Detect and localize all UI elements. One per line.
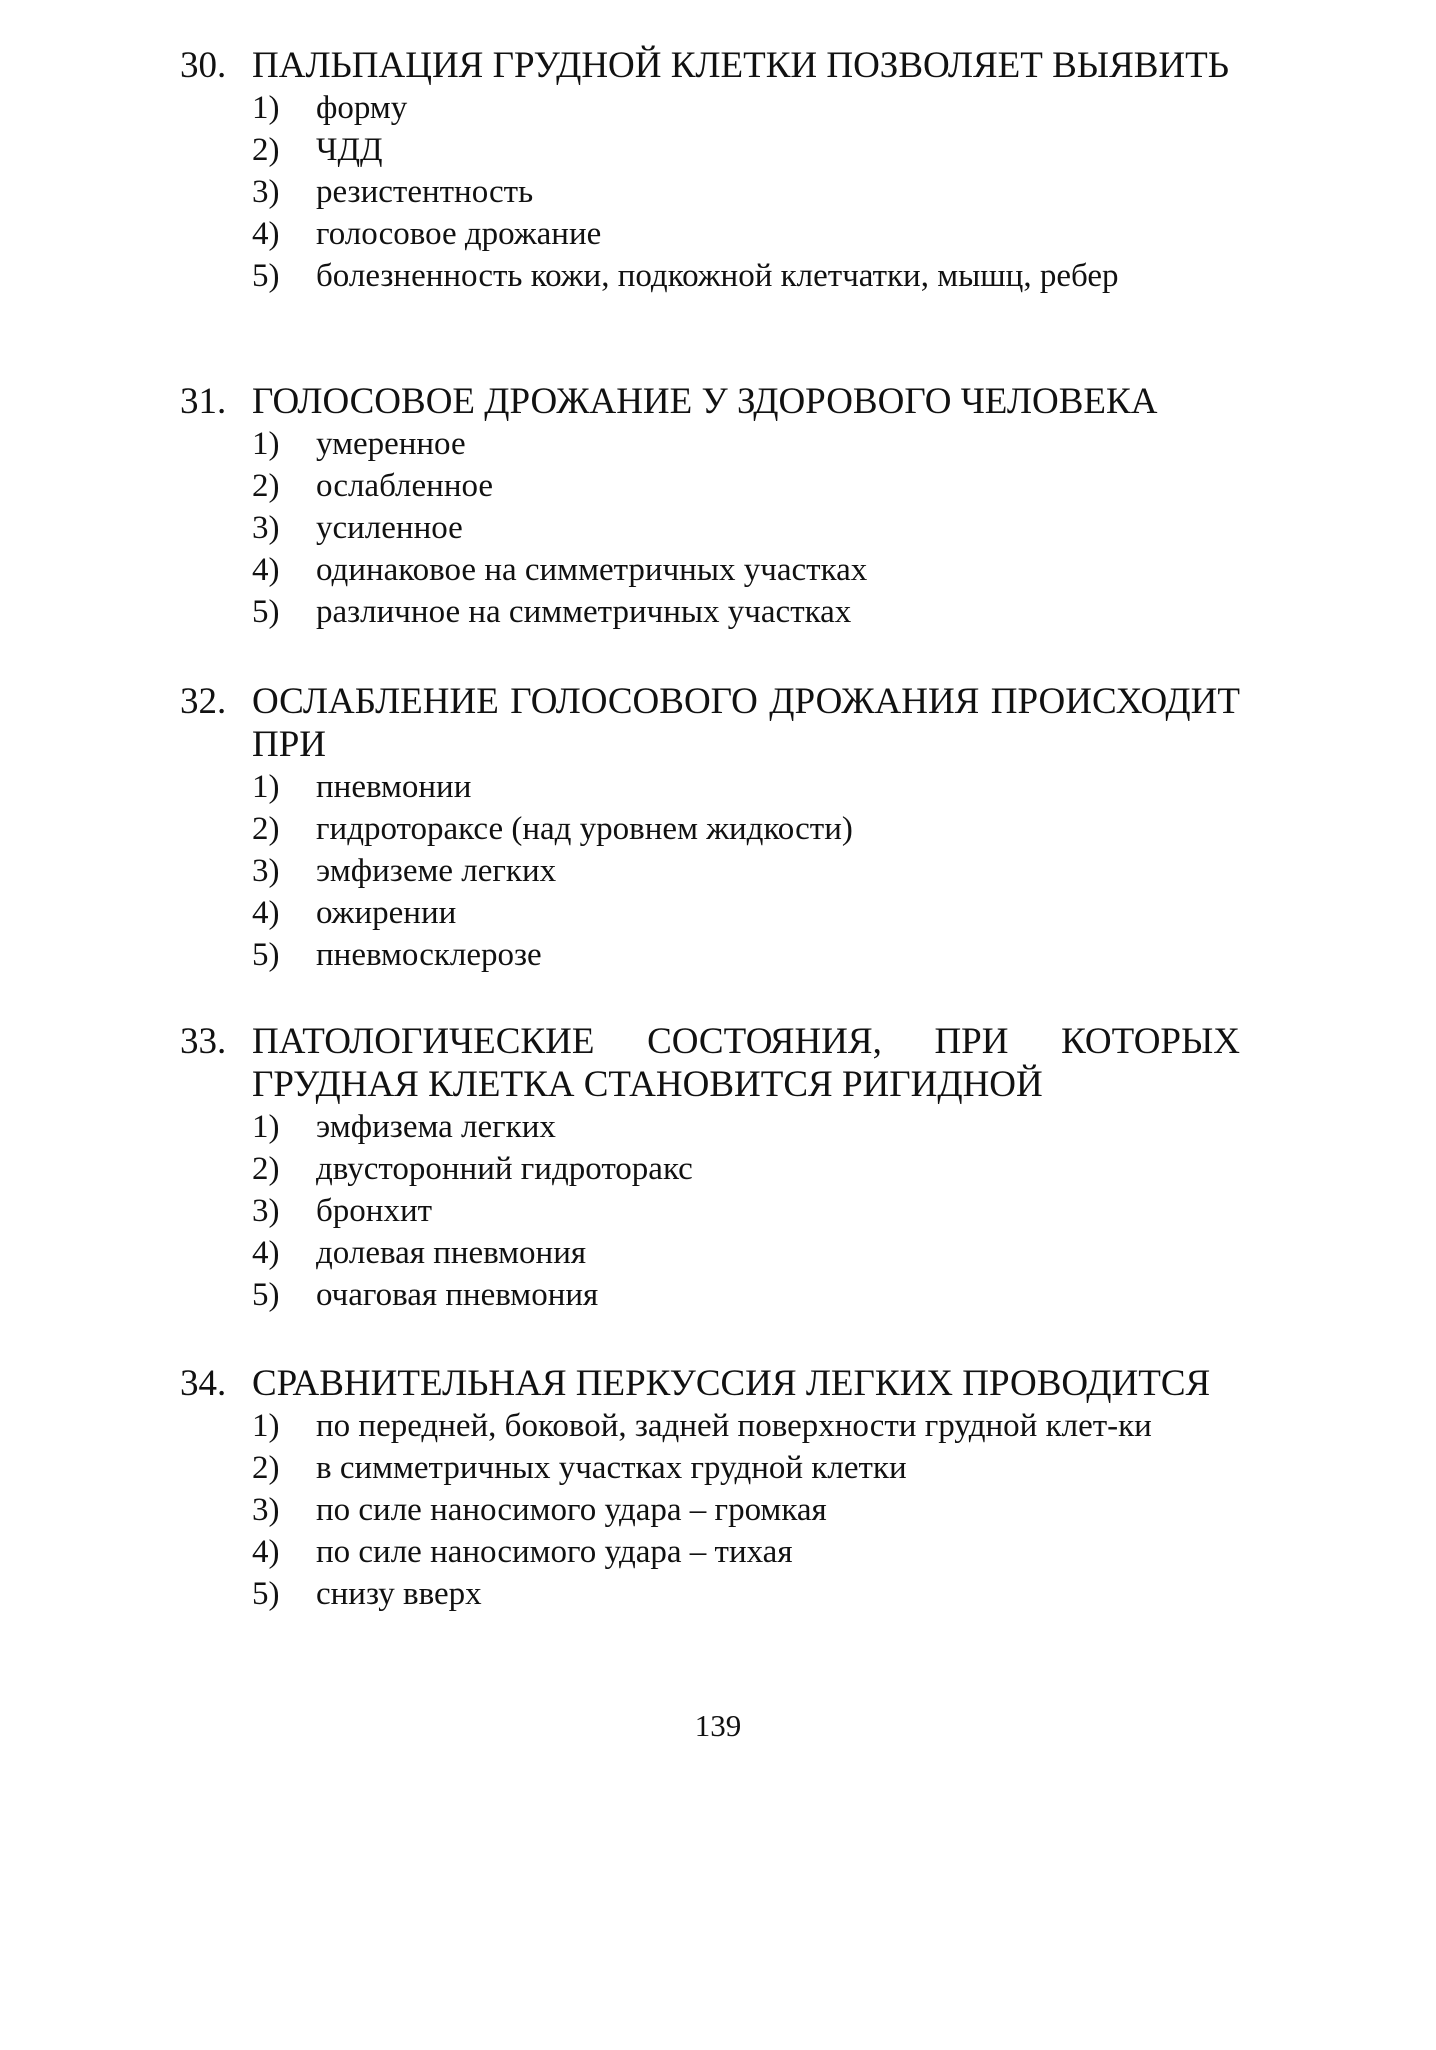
answer-option [252, 171, 1240, 213]
option-text: ослабленное [316, 468, 494, 504]
answer-option [252, 1447, 1240, 1489]
answer-options [180, 1405, 1240, 1615]
option-number: 4) [252, 216, 280, 252]
answer-option [252, 129, 1240, 171]
question-title: ГОЛОСОВОЕ ДРОЖАНИЕ У ЗДОРОВОГО ЧЕЛОВЕКА [252, 381, 1158, 422]
question-number: 31. [180, 381, 227, 422]
question-number: 30. [180, 45, 227, 86]
question-header [180, 44, 1240, 87]
question-title: ПАТОЛОГИЧЕСКИЕ СОСТОЯНИЯ, ПРИ КОТОРЫХ ГРУДНАЯ КЛЕТКА СТАНОВИТСЯ РИГИДНОЙ [252, 1021, 1240, 1105]
option-number: 5) [252, 937, 280, 973]
option-text: пневмосклерозе [316, 937, 542, 973]
question-title: ПАЛЬПАЦИЯ ГРУДНОЙ КЛЕТКИ ПОЗВОЛЯЕТ ВЫЯВИТЬ [252, 45, 1229, 86]
answer-option [252, 934, 1240, 976]
question-title: ОСЛАБЛЕНИЕ ГОЛОСОВОГО ДРОЖАНИЯ ПРОИСХОДИТ ПРИ [252, 681, 1240, 765]
answer-option [252, 1531, 1240, 1573]
answer-option [252, 1573, 1240, 1615]
option-text: гидротораксе (над уровнем жидкости) [316, 811, 853, 847]
option-text: снизу вверх [316, 1576, 482, 1612]
answer-option [252, 1405, 1240, 1447]
question-31 [180, 380, 1240, 633]
option-text: двусторонний гидроторакс [316, 1151, 693, 1187]
option-text: умеренное [316, 426, 466, 462]
option-number: 5) [252, 1576, 280, 1612]
option-number: 3) [252, 853, 280, 889]
answer-option [252, 549, 1240, 591]
option-number: 5) [252, 1277, 280, 1313]
option-number: 2) [252, 132, 280, 168]
answer-option [252, 1148, 1240, 1190]
option-text: голосовое дрожание [316, 216, 602, 252]
answer-options [180, 423, 1240, 633]
option-number: 1) [252, 1109, 280, 1145]
option-number: 3) [252, 1193, 280, 1229]
answer-option [252, 850, 1240, 892]
option-number: 4) [252, 895, 280, 931]
option-number: 1) [252, 769, 280, 805]
page-number: 139 [694, 1708, 742, 1743]
option-number: 3) [252, 510, 280, 546]
option-text: по передней, боковой, задней поверхности грудной клет-ки [316, 1408, 1152, 1444]
option-number: 1) [252, 426, 280, 462]
answer-option [252, 1489, 1240, 1531]
answer-options [180, 1106, 1240, 1316]
option-text: различное на симметричных участках [316, 594, 852, 630]
option-number: 3) [252, 174, 280, 210]
answer-options [180, 766, 1240, 976]
question-number: 33. [180, 1021, 227, 1062]
question-32 [180, 680, 1240, 976]
option-text: резистентность [316, 174, 534, 210]
option-number: 2) [252, 811, 280, 847]
option-text: долевая пневмония [316, 1235, 587, 1271]
option-text: ожирении [316, 895, 457, 931]
option-text: одинаковое на симметричных участках [316, 552, 868, 588]
option-number: 3) [252, 1492, 280, 1528]
option-number: 4) [252, 1235, 280, 1271]
option-text: по силе наносимого удара – тихая [316, 1534, 793, 1570]
option-text: в симметричных участках грудной клетки [316, 1450, 907, 1486]
answer-option [252, 1232, 1240, 1274]
option-number: 5) [252, 258, 280, 294]
answer-option [252, 1274, 1240, 1316]
question-number: 32. [180, 681, 227, 722]
option-text: по силе наносимого удара – громкая [316, 1492, 827, 1528]
answer-option [252, 507, 1240, 549]
answer-option [252, 1106, 1240, 1148]
option-number: 2) [252, 468, 280, 504]
option-text: эмфиземе легких [316, 853, 557, 889]
answer-option [252, 213, 1240, 255]
answer-option [252, 255, 1240, 297]
option-number: 1) [252, 90, 280, 126]
option-number: 5) [252, 594, 280, 630]
option-number: 1) [252, 1408, 280, 1444]
answer-option [252, 591, 1240, 633]
option-text: ЧДД [316, 132, 383, 168]
option-text: усиленное [316, 510, 463, 546]
question-header [180, 680, 1240, 766]
answer-option [252, 423, 1240, 465]
answer-option [252, 892, 1240, 934]
question-number: 34. [180, 1363, 227, 1404]
question-header [180, 1020, 1240, 1106]
question-34 [180, 1362, 1240, 1615]
question-title: СРАВНИТЕЛЬНАЯ ПЕРКУССИЯ ЛЕГКИХ ПРОВОДИТСЯ [252, 1363, 1211, 1404]
question-header [180, 1362, 1240, 1405]
answer-option [252, 465, 1240, 507]
option-text: болезненность кожи, подкожной клетчатки, мышц, ребер [316, 258, 1119, 294]
option-text: пневмонии [316, 769, 472, 805]
option-number: 2) [252, 1450, 280, 1486]
answer-options [180, 87, 1240, 297]
option-number: 2) [252, 1151, 280, 1187]
answer-option [252, 808, 1240, 850]
question-30 [180, 44, 1240, 297]
option-text: эмфизема легких [316, 1109, 556, 1145]
option-number: 4) [252, 1534, 280, 1570]
answer-option [252, 87, 1240, 129]
option-text: очаговая пневмония [316, 1277, 599, 1313]
answer-option [252, 766, 1240, 808]
question-33 [180, 1020, 1240, 1316]
question-header [180, 380, 1240, 423]
option-text: форму [316, 90, 408, 126]
answer-option [252, 1190, 1240, 1232]
option-text: бронхит [316, 1193, 433, 1229]
option-number: 4) [252, 552, 280, 588]
